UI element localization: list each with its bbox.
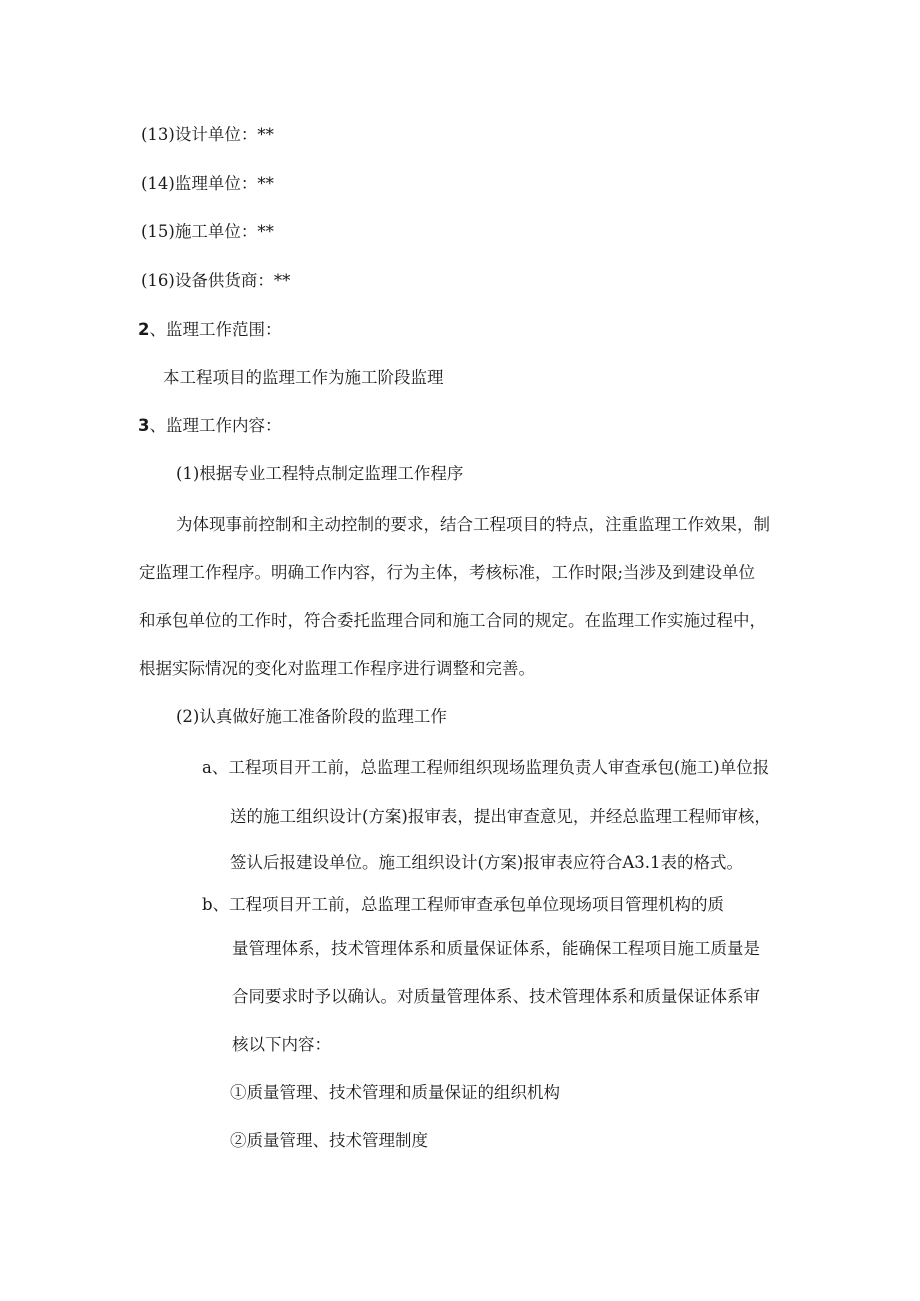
- point-2: ②质量管理、技术管理制度: [230, 1131, 428, 1150]
- item-b-line-4: 核以下内容：: [232, 1035, 331, 1054]
- item-a-line-2: 送的施工组织设计(方案)报审表，提出审查意见，并经总监理工程师审核，: [230, 807, 771, 826]
- section-2-body: 本工程项目的监理工作为施工阶段监理: [163, 368, 444, 387]
- item-15-construction-unit: (15)施工单位：**: [141, 222, 274, 241]
- item-13-design-unit: (13)设计单位：**: [141, 125, 274, 144]
- point-1: ①质量管理、技术管理和质量保证的组织机构: [230, 1083, 560, 1102]
- item-a-line-3: 签认后报建设单位。施工组织设计(方案)报审表应符合A3.1表的格式。: [230, 853, 744, 872]
- section-2-title: 、监理工作范围：: [149, 320, 282, 339]
- sub-1-line-3: 和承包单位的工作时，符合委托监理合同和施工合同的规定。在监理工作实施过程中，: [139, 611, 766, 630]
- item-14-supervision-unit: (14)监理单位：**: [141, 174, 274, 193]
- item-a-line-1: a、工程项目开工前，总监理工程师组织现场监理负责人审查承包(施工)单位报: [202, 758, 770, 777]
- section-2-heading: [138, 318, 281, 342]
- sub-1-line-2: 定监理工作程序。明确工作内容，行为主体，考核标准，工作时限;当涉及到建设单位: [139, 563, 756, 582]
- item-16-equipment-supplier: (16)设备供货商：**: [141, 271, 291, 290]
- section-3-number: 3: [138, 416, 150, 435]
- sub-1-title: (1)根据专业工程特点制定监理工作程序: [176, 464, 464, 483]
- sub-2-title: (2)认真做好施工准备阶段的监理工作: [176, 707, 447, 726]
- section-3-title: 、监理工作内容：: [149, 416, 282, 435]
- item-b-line-3: 合同要求时予以确认。对质量管理体系、技术管理体系和质量保证体系审: [232, 987, 760, 1006]
- section-3-heading: [138, 414, 281, 438]
- item-b-line-2: 量管理体系，技术管理体系和质量保证体系，能确保工程项目施工质量是: [232, 939, 760, 958]
- item-b-line-1: b、工程项目开工前，总监理工程师审查承包单位现场项目管理机构的质: [202, 895, 725, 914]
- section-2-number: 2: [138, 320, 150, 339]
- sub-1-line-4: 根据实际情况的变化对监理工作程序进行调整和完善。: [139, 659, 535, 678]
- sub-1-line-1: 为体现事前控制和主动控制的要求，结合工程项目的特点，注重监理工作效果，制: [176, 515, 770, 534]
